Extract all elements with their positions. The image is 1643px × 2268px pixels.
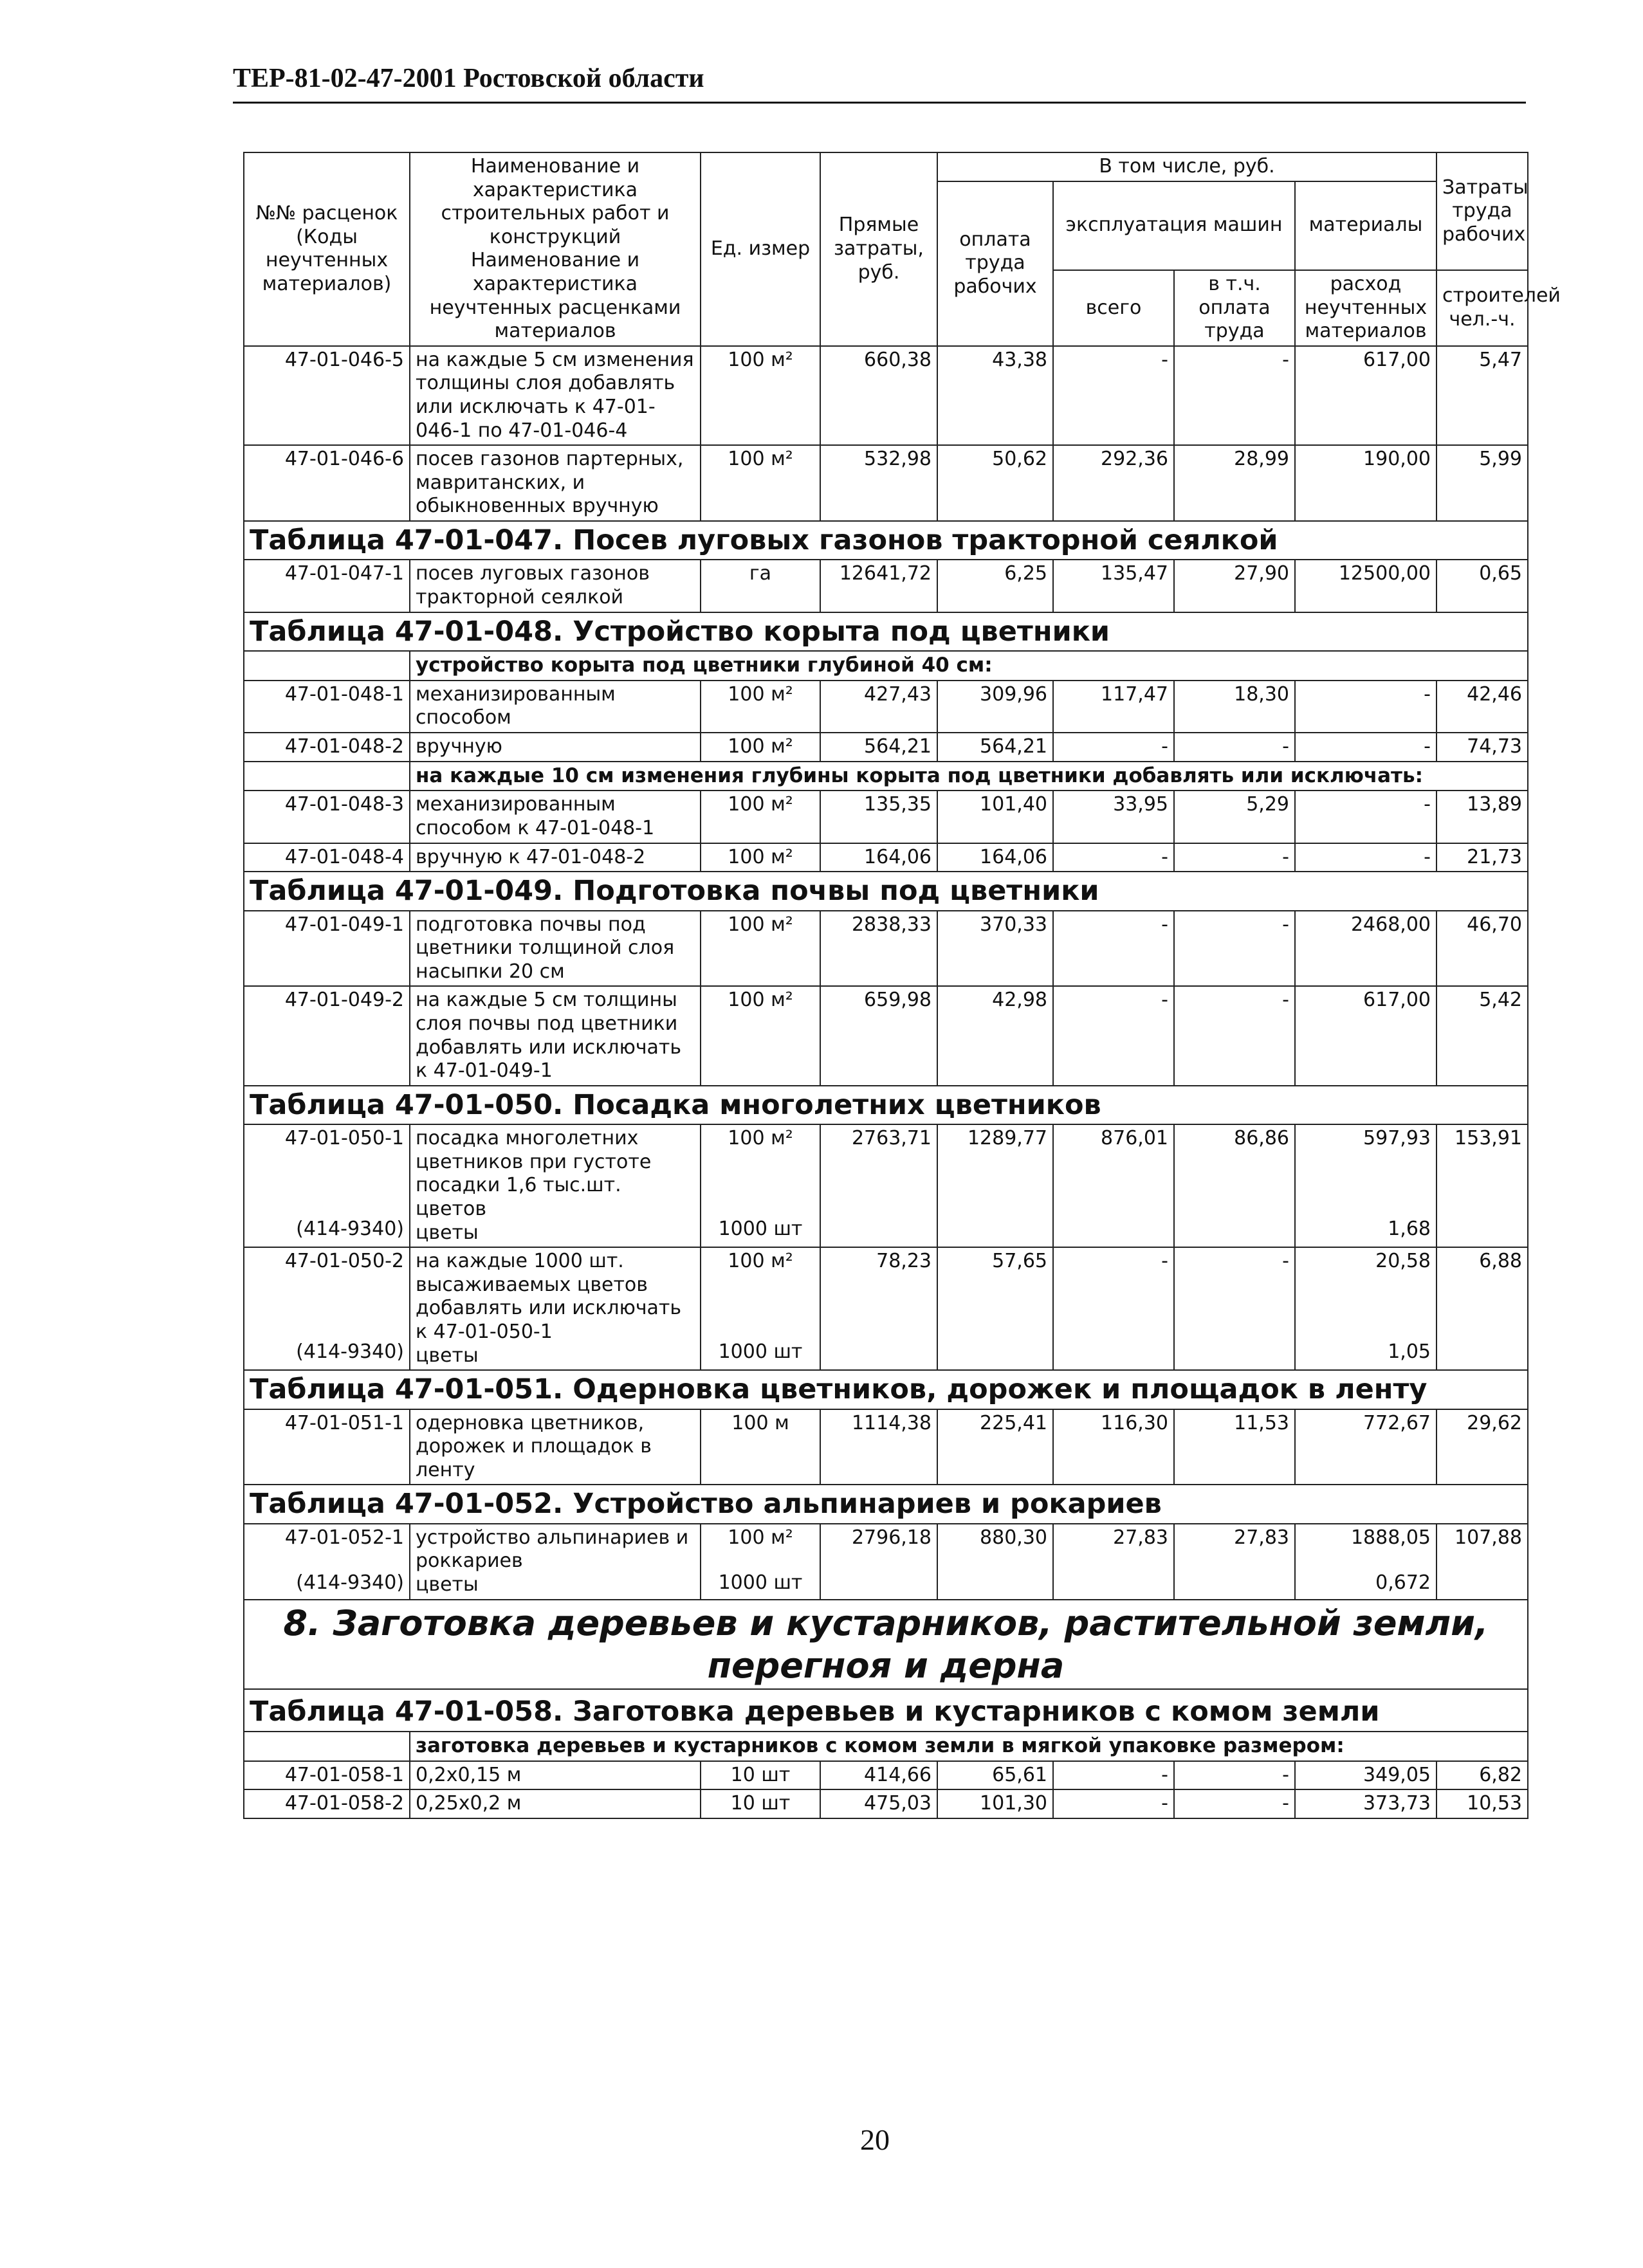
page-number: 20	[860, 2123, 890, 2156]
row-labor: 5,99	[1436, 445, 1528, 521]
row-code: 47-01-048-2	[244, 733, 410, 762]
table-caption-row	[244, 521, 1528, 560]
material-name: цветы	[416, 1344, 479, 1367]
row-labor: 5,47	[1436, 346, 1528, 445]
table-row	[244, 1761, 1528, 1790]
col-code-subtitle: (Коды неучтенных материалов)	[262, 225, 392, 295]
row-mach-wages: 27,83	[1174, 1524, 1295, 1600]
row-mach-total: -	[1053, 911, 1174, 987]
row-wages: 1289,77	[937, 1124, 1053, 1247]
row-code	[244, 1524, 410, 1600]
row-mach-total: -	[1053, 733, 1174, 762]
col-incl-header: В том числе, руб.	[937, 152, 1436, 181]
row-mach-wages: 11,53	[1174, 1409, 1295, 1485]
row-mach-wages: 18,30	[1174, 681, 1295, 733]
row-materials-main: 20,58	[1375, 1250, 1431, 1273]
row-materials: -	[1295, 681, 1436, 733]
table-caption-row	[244, 1086, 1528, 1124]
table-caption: Таблица 47-01-049. Подготовка почвы под цветники	[244, 872, 1528, 910]
row-unit	[701, 1124, 820, 1247]
row-direct: 532,98	[820, 445, 937, 521]
row-unit: 100 м²	[701, 843, 820, 872]
material-unit: 1000 шт	[718, 1217, 803, 1240]
row-materials	[1295, 1247, 1436, 1370]
row-labor: 5,42	[1436, 986, 1528, 1085]
subtitle-row	[244, 1732, 1528, 1761]
row-labor: 10,53	[1436, 1789, 1528, 1818]
row-mach-total: 135,47	[1053, 560, 1174, 612]
row-code-main: 47-01-050-1	[284, 1127, 404, 1150]
row-name: подготовка почвы под цветники толщиной слоя насыпки 20 см	[410, 911, 701, 987]
row-unit-main: 100 м²	[728, 1127, 793, 1150]
row-wages: 101,40	[937, 791, 1053, 843]
table-caption-row	[244, 612, 1528, 651]
subtitle-row	[244, 762, 1528, 791]
row-wages: 309,96	[937, 681, 1053, 733]
row-code: 47-01-049-1	[244, 911, 410, 987]
row-labor: 153,91	[1436, 1124, 1528, 1247]
row-labor: 74,73	[1436, 733, 1528, 762]
col-machines-total-header: всего	[1053, 270, 1174, 346]
row-materials: 617,00	[1295, 346, 1436, 445]
table-row	[244, 911, 1528, 987]
table-caption: Таблица 47-01-051. Одерновка цветников, дорожек и площадок в ленту	[244, 1370, 1528, 1409]
row-direct: 1114,38	[820, 1409, 937, 1485]
material-unit: 1000 шт	[718, 1571, 803, 1595]
row-mach-total: -	[1053, 986, 1174, 1085]
table-row	[244, 791, 1528, 843]
row-materials: 190,00	[1295, 445, 1436, 521]
row-materials: 373,73	[1295, 1789, 1436, 1818]
row-code: 47-01-048-4	[244, 843, 410, 872]
row-unit: 100 м²	[701, 911, 820, 987]
row-direct: 414,66	[820, 1761, 937, 1790]
row-code: 47-01-058-2	[244, 1789, 410, 1818]
row-name	[410, 1247, 701, 1370]
row-name: на каждые 5 см изменения толщины слоя добавлять или исключать к 47-01-046-1 по 47-01-046-4	[410, 346, 701, 445]
table-caption-row	[244, 872, 1528, 910]
col-name-title: Наименование и характеристика строительных работ и конструкций	[441, 155, 670, 248]
material-name: цветы	[416, 1221, 479, 1244]
row-unit-main: 100 м²	[728, 1250, 793, 1273]
row-unit: 100 м²	[701, 681, 820, 733]
row-mach-wages: -	[1174, 843, 1295, 872]
row-direct: 660,38	[820, 346, 937, 445]
row-name-main: посадка многолетних цветников при густоте посадки 1,6 тыс.шт. цветов	[416, 1127, 652, 1221]
col-unit-header: Ед. измер	[701, 152, 820, 346]
table-row	[244, 1247, 1528, 1370]
table-caption-row	[244, 1370, 1528, 1409]
col-code-header	[244, 152, 410, 346]
row-materials	[1295, 1124, 1436, 1247]
row-name: посев газонов партерных, мавританских, и обыкновенных вручную	[410, 445, 701, 521]
row-code: 47-01-046-6	[244, 445, 410, 521]
row-direct: 475,03	[820, 1789, 937, 1818]
row-unit-main: 100 м²	[728, 1526, 793, 1549]
subtitle: на каждые 10 см изменения глубины корыта под цветники добавлять или исключать:	[410, 762, 1528, 791]
row-code: 47-01-048-1	[244, 681, 410, 733]
col-labor-header: Затраты труда рабочих	[1436, 152, 1528, 270]
row-mach-total: -	[1053, 843, 1174, 872]
page-header: ТЕР-81-02-47-2001 Ростовской области	[233, 64, 704, 93]
row-labor: 0,65	[1436, 560, 1528, 612]
row-labor: 107,88	[1436, 1524, 1528, 1600]
section-heading: 8. Заготовка деревьев и кустарников, растительной земли, перегноя и дерна	[244, 1600, 1528, 1690]
row-name: 0,25x0,2 м	[410, 1789, 701, 1818]
row-code: 47-01-049-2	[244, 986, 410, 1085]
row-unit: га	[701, 560, 820, 612]
col-materials-sub-header: расход неучтенных материалов	[1295, 270, 1436, 346]
section-heading-row	[244, 1600, 1528, 1690]
row-wages: 6,25	[937, 560, 1053, 612]
row-unit: 100 м²	[701, 445, 820, 521]
material-code: (414-9340)	[296, 1217, 404, 1240]
table-row	[244, 445, 1528, 521]
row-unit: 100 м²	[701, 791, 820, 843]
col-wages-header: оплата труда рабочих	[937, 181, 1053, 346]
table-row	[244, 681, 1528, 733]
row-direct: 2838,33	[820, 911, 937, 987]
material-qty: 1,05	[1388, 1340, 1431, 1363]
row-labor: 6,88	[1436, 1247, 1528, 1370]
row-name: механизированным способом к 47-01-048-1	[410, 791, 701, 843]
col-machines-header: эксплуатация машин	[1053, 181, 1295, 270]
row-mach-total: -	[1053, 346, 1174, 445]
row-mach-total: 117,47	[1053, 681, 1174, 733]
row-materials: -	[1295, 791, 1436, 843]
material-code: (414-9340)	[296, 1571, 404, 1595]
row-direct: 564,21	[820, 733, 937, 762]
table-caption: Таблица 47-01-052. Устройство альпинариев и рокариев	[244, 1485, 1528, 1523]
row-wages: 65,61	[937, 1761, 1053, 1790]
row-name	[410, 1124, 701, 1247]
row-mach-wages: -	[1174, 1247, 1295, 1370]
table-caption-row	[244, 1689, 1528, 1731]
row-materials-main: 1888,05	[1350, 1526, 1431, 1549]
row-labor: 21,73	[1436, 843, 1528, 872]
row-mach-wages: -	[1174, 1789, 1295, 1818]
rates-table	[243, 152, 1561, 1819]
header-rule	[233, 102, 1526, 104]
row-direct: 12641,72	[820, 560, 937, 612]
row-code	[244, 1124, 410, 1247]
row-mach-total: 27,83	[1053, 1524, 1174, 1600]
row-unit: 100 м²	[701, 986, 820, 1085]
row-mach-total: 876,01	[1053, 1124, 1174, 1247]
row-unit: 100 м²	[701, 346, 820, 445]
row-labor: 6,82	[1436, 1761, 1528, 1790]
row-mach-wages: -	[1174, 733, 1295, 762]
row-materials: 617,00	[1295, 986, 1436, 1085]
row-name: посев луговых газонов тракторной сеялкой	[410, 560, 701, 612]
row-name: 0,2x0,15 м	[410, 1761, 701, 1790]
row-direct: 135,35	[820, 791, 937, 843]
table-caption: Таблица 47-01-050. Посадка многолетних цветников	[244, 1086, 1528, 1124]
col-machines-wages-header: в т.ч. оплата труда	[1174, 270, 1295, 346]
material-unit: 1000 шт	[718, 1340, 803, 1363]
row-direct: 2763,71	[820, 1124, 937, 1247]
row-mach-wages: -	[1174, 1761, 1295, 1790]
row-direct: 78,23	[820, 1247, 937, 1370]
subtitle-row	[244, 651, 1528, 681]
row-mach-total: -	[1053, 1789, 1174, 1818]
row-code	[244, 1247, 410, 1370]
row-name: одерновка цветников, дорожек и площадок в ленту	[410, 1409, 701, 1485]
row-code: 47-01-051-1	[244, 1409, 410, 1485]
material-qty: 1,68	[1388, 1217, 1431, 1240]
table-row	[244, 1124, 1528, 1247]
row-name	[410, 1524, 701, 1600]
row-code: 47-01-046-5	[244, 346, 410, 445]
row-mach-total: -	[1053, 1247, 1174, 1370]
row-mach-total: 292,36	[1053, 445, 1174, 521]
row-direct: 2796,18	[820, 1524, 937, 1600]
row-unit	[701, 1524, 820, 1600]
row-materials: 2468,00	[1295, 911, 1436, 987]
table-caption: Таблица 47-01-047. Посев луговых газонов тракторной сеялкой	[244, 521, 1528, 560]
row-mach-wages: 27,90	[1174, 560, 1295, 612]
row-labor: 42,46	[1436, 681, 1528, 733]
col-direct-header: Прямые затраты, руб.	[820, 152, 937, 346]
row-mach-total: -	[1053, 1761, 1174, 1790]
row-name-main: устройство альпинариев и роккариев	[416, 1526, 689, 1573]
row-materials-main: 597,93	[1363, 1127, 1431, 1150]
row-wages: 43,38	[937, 346, 1053, 445]
material-name: цветы	[416, 1573, 479, 1596]
row-direct: 659,98	[820, 986, 937, 1085]
row-labor: 46,70	[1436, 911, 1528, 987]
row-direct: 427,43	[820, 681, 937, 733]
row-mach-wages: 5,29	[1174, 791, 1295, 843]
table-row	[244, 346, 1528, 445]
row-materials: -	[1295, 733, 1436, 762]
material-code: (414-9340)	[296, 1340, 404, 1363]
row-materials	[1295, 1524, 1436, 1600]
subtitle: устройство корыта под цветники глубиной 40 см:	[410, 651, 1528, 681]
row-materials: 772,67	[1295, 1409, 1436, 1485]
row-name-main: на каждые 1000 шт. высаживаемых цветов добавлять или исключать к 47-01-050-1	[416, 1250, 682, 1343]
row-wages: 564,21	[937, 733, 1053, 762]
row-labor: 29,62	[1436, 1409, 1528, 1485]
table-row	[244, 843, 1528, 872]
material-qty: 0,672	[1375, 1571, 1431, 1595]
row-unit: 10 шт	[701, 1789, 820, 1818]
col-code-title: №№ расценок	[255, 202, 398, 225]
subtitle: заготовка деревьев и кустарников с комом земли в мягкой упаковке размером:	[410, 1732, 1528, 1761]
row-name: на каждые 5 см толщины слоя почвы под цветники добавлять или исключать к 47-01-049-1	[410, 986, 701, 1085]
row-mach-wages: -	[1174, 346, 1295, 445]
row-name: механизированным способом	[410, 681, 701, 733]
table-row	[244, 1524, 1528, 1600]
col-name-header	[410, 152, 701, 346]
row-wages: 225,41	[937, 1409, 1053, 1485]
row-wages: 42,98	[937, 986, 1053, 1085]
row-wages: 370,33	[937, 911, 1053, 987]
row-mach-wages: -	[1174, 911, 1295, 987]
table-row	[244, 1409, 1528, 1485]
row-name: вручную	[410, 733, 701, 762]
table-row	[244, 560, 1528, 612]
table-caption: Таблица 47-01-048. Устройство корыта под цветники	[244, 612, 1528, 651]
row-code-main: 47-01-052-1	[284, 1526, 404, 1549]
row-wages: 50,62	[937, 445, 1053, 521]
row-wages: 880,30	[937, 1524, 1053, 1600]
row-mach-total: 116,30	[1053, 1409, 1174, 1485]
col-labor-sub-header: строителей чел.-ч.	[1436, 270, 1528, 346]
table-caption: Таблица 47-01-058. Заготовка деревьев и кустарников с комом земли	[244, 1689, 1528, 1731]
row-wages: 164,06	[937, 843, 1053, 872]
col-name-subtitle: Наименование и характеристика неучтенных расценками материалов	[429, 249, 681, 343]
row-unit: 10 шт	[701, 1761, 820, 1790]
row-materials: 12500,00	[1295, 560, 1436, 612]
table-caption-row	[244, 1485, 1528, 1523]
row-mach-wages: 28,99	[1174, 445, 1295, 521]
row-wages: 57,65	[937, 1247, 1053, 1370]
table-row	[244, 986, 1528, 1085]
row-direct: 164,06	[820, 843, 937, 872]
table-row	[244, 1789, 1528, 1818]
row-unit: 100 м²	[701, 733, 820, 762]
row-name: вручную к 47-01-048-2	[410, 843, 701, 872]
row-unit	[701, 1247, 820, 1370]
row-code-main: 47-01-050-2	[284, 1250, 404, 1273]
row-materials: 349,05	[1295, 1761, 1436, 1790]
table-row	[244, 733, 1528, 762]
row-materials: -	[1295, 843, 1436, 872]
row-code: 47-01-048-3	[244, 791, 410, 843]
row-unit: 100 м	[701, 1409, 820, 1485]
row-code: 47-01-058-1	[244, 1761, 410, 1790]
row-code: 47-01-047-1	[244, 560, 410, 612]
row-mach-wages: -	[1174, 986, 1295, 1085]
row-wages: 101,30	[937, 1789, 1053, 1818]
row-mach-wages: 86,86	[1174, 1124, 1295, 1247]
row-mach-total: 33,95	[1053, 791, 1174, 843]
col-materials-header: материалы	[1295, 181, 1436, 270]
row-labor: 13,89	[1436, 791, 1528, 843]
